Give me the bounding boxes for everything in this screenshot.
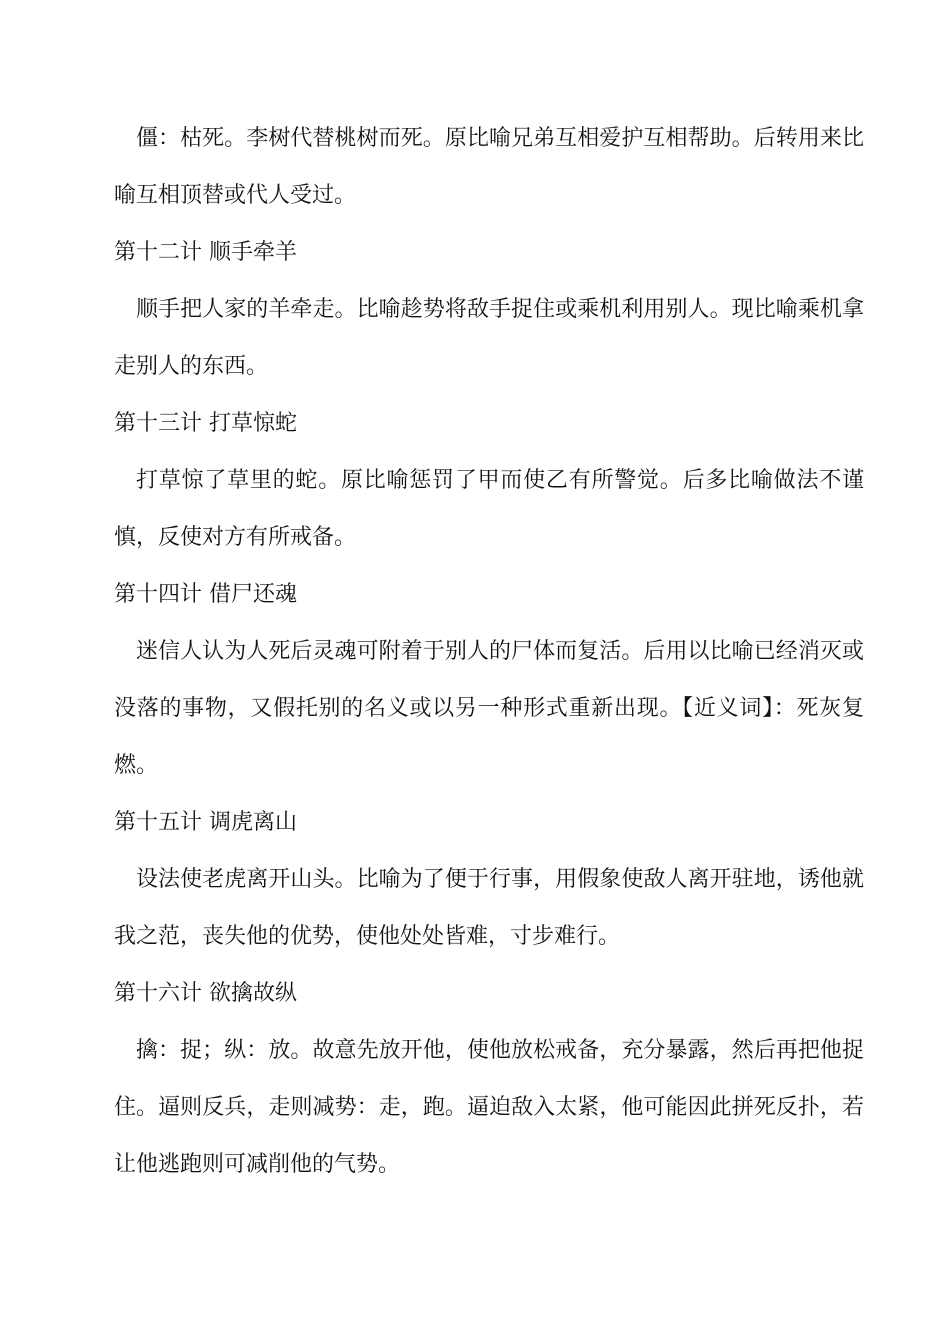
heading-stratagem-16: 第十六计 欲擒故纵	[114, 981, 297, 1006]
paragraph-stratagem-12: 顺手把人家的羊牵走。比喻趁势将敌手捉住或乘机利用别人。现比喻乘机拿走别人的东西。	[114, 297, 864, 379]
document-body	[114, 110, 864, 1193]
paragraph-stratagem-15: 设法使老虎离开山头。比喻为了便于行事，用假象使敌人离开驻地，诱他就我之范，丧失他的优势，使他处处皆难，寸步难行。	[114, 867, 864, 949]
heading-stratagem-14: 第十四计 借尸还魂	[114, 582, 297, 607]
paragraph-li-dai-tao-jiang: 僵：枯死。李树代替桃树而死。原比喻兄弟互相爱护互相帮助。后转用来比喻互相顶替或代人受过。	[114, 126, 864, 208]
heading-stratagem-13: 第十三计 打草惊蛇	[114, 411, 297, 436]
heading-stratagem-15: 第十五计 调虎离山	[114, 810, 297, 835]
paragraph-stratagem-14: 迷信人认为人死后灵魂可附着于别人的尸体而复活。后用以比喻已经消灭或没落的事物，又假托别的名义或以另一种形式重新出现。【近义词】：死灰复燃。	[114, 639, 864, 778]
paragraph-stratagem-13: 打草惊了草里的蛇。原比喻惩罚了甲而使乙有所警觉。后多比喻做法不谨慎，反使对方有所戒备。	[114, 468, 864, 550]
paragraph-stratagem-16: 擒：捉；纵：放。故意先放开他，使他放松戒备，充分暴露，然后再把他捉住。逼则反兵，走则减势：走，跑。逼迫敌入太紧，他可能因此拼死反扑，若让他逃跑则可减削他的气势。	[114, 1038, 864, 1177]
heading-stratagem-12: 第十二计 顺手牵羊	[114, 240, 297, 265]
